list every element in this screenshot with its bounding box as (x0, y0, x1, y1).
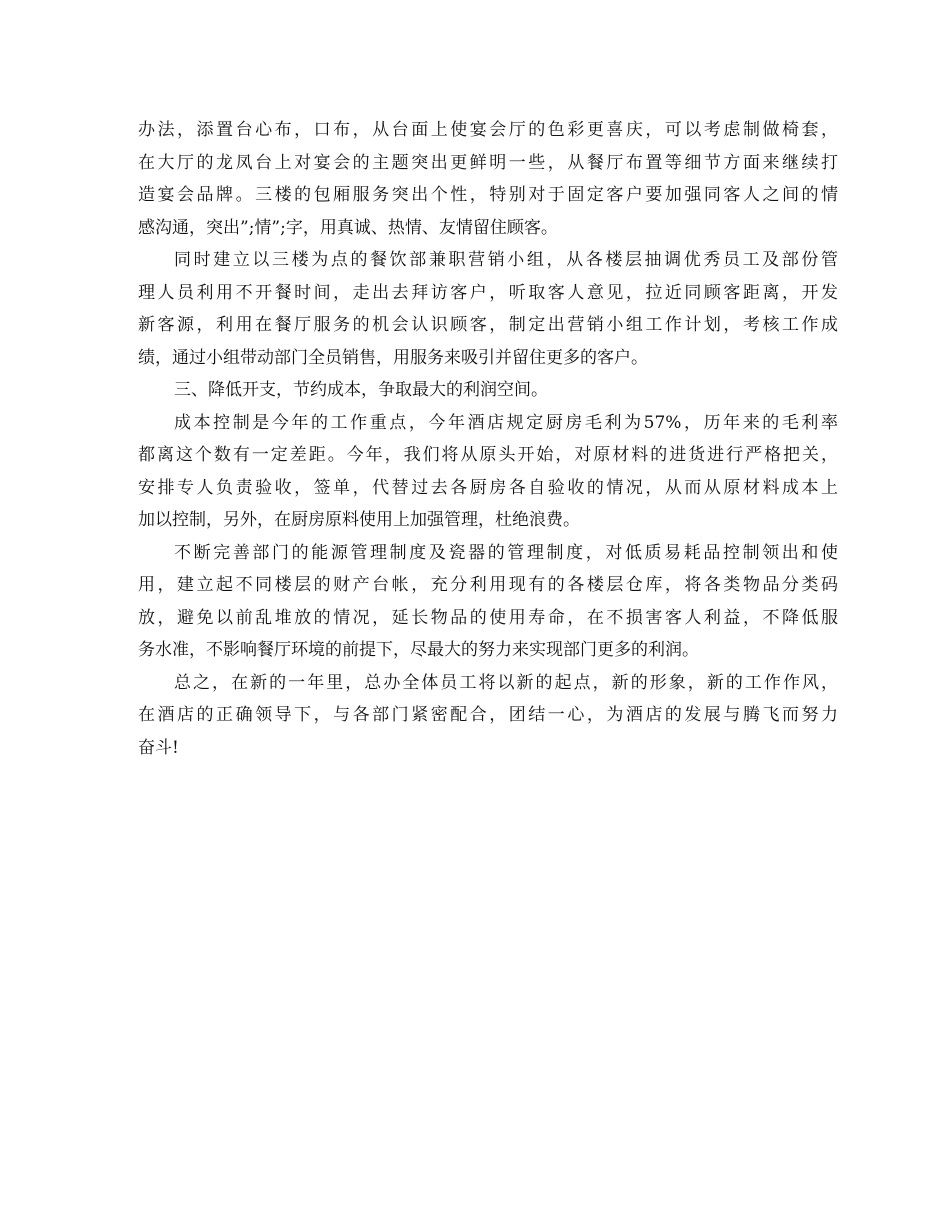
text-line: 用，建立起不同楼层的财产台帐，充分利用现有的各楼层仓库，将各类物品分类码 (138, 575, 838, 595)
text-line: 奋斗! (138, 737, 179, 758)
text-line: 绩，通过小组带动部门全员销售，用服务来吸引并留住更多的客户。 (138, 347, 648, 368)
text-line: 放，避免以前乱堆放的情况，延长物品的使用寿命，在不损害客人利益，不降低服 (138, 607, 838, 628)
text-line: 理人员利用不开餐时间，走出去拜访客户，听取客人意见，拉近同顾客距离，开发 (138, 282, 838, 303)
text-line: 不断完善部门的能源管理制度及瓷器的管理制度，对低质易耗品控制领出和使 (174, 542, 838, 563)
text-line: 务水准，不影响餐厅环境的前提下，尽最大的努力来实现部门更多的利润。 (138, 640, 699, 660)
text-line: 在酒店的正确领导下，与各部门紧密配合，团结一心，为酒店的发展与腾飞而努力 (138, 705, 838, 725)
text-line: 同时建立以三楼为点的餐饮部兼职营销小组，从各楼层抽调优秀员工及部份管 (174, 250, 838, 270)
text-line: 造宴会品牌。三楼的包厢服务突出个性，特别对于固定客户要加强同客人之间的情 (138, 185, 838, 205)
text-line: 感沟通，突出”;情”;字，用真诚、热情、友情留住顾客。 (138, 217, 558, 238)
text-line: 在大厅的龙凤台上对宴会的主题突出更鲜明一些，从餐厅布置等细节方面来继续打 (138, 152, 838, 173)
text-line: 办法，添置台心布，口布，从台面上使宴会厅的色彩更喜庆，可以考虑制做椅套， (138, 120, 838, 140)
document-body (138, 114, 838, 764)
text-line: 三、降低开支，节约成本，争取最大的利润空间。 (174, 380, 548, 400)
text-line: 新客源，利用在餐厅服务的机会认识顾客，制定出营销小组工作计划，考核工作成 (138, 315, 838, 335)
text-line: 成本控制是今年的工作重点，今年酒店规定厨房毛利为57%，历年来的毛利率 (174, 412, 838, 433)
text-line: 加以控制，另外，在厨房原料使用上加强管理，杜绝浪费。 (138, 510, 580, 530)
text-line: 都离这个数有一定差距。今年，我们将从原头开始，对原材料的进货进行严格把关， (138, 445, 838, 465)
text-line: 总之，在新的一年里，总办全体员工将以新的起点，新的形象，新的工作作风， (174, 672, 838, 693)
text-line: 安排专人负责验收，签单，代替过去各厨房各自验收的情况，从而从原材料成本上 (138, 477, 838, 498)
